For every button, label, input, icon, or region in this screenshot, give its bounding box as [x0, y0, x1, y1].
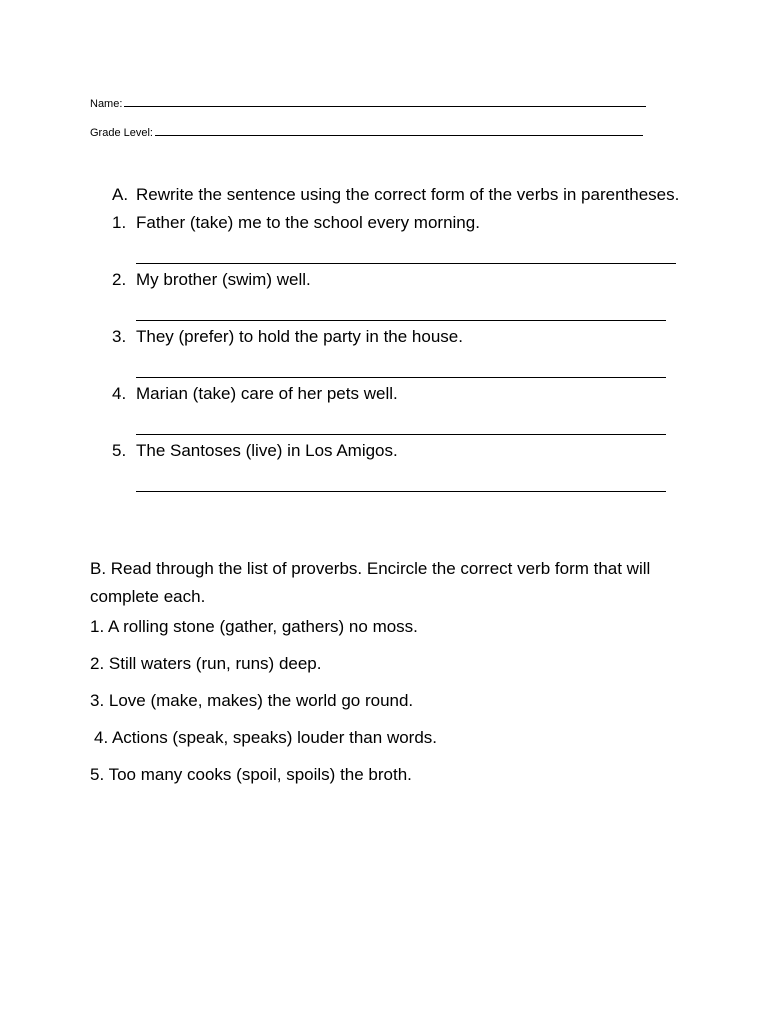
name-blank[interactable]: [124, 94, 646, 107]
section-a-marker: A.: [112, 185, 129, 204]
answer-line[interactable]: [136, 465, 666, 492]
grade-level-blank[interactable]: [155, 123, 643, 136]
item-number: 5.: [112, 441, 127, 460]
answer-line[interactable]: [136, 237, 676, 264]
list-item: [112, 266, 692, 294]
item-sentence: Marian (take) care of her pets well.: [136, 384, 398, 403]
item-sentence: The Santoses (live) in Los Amigos.: [136, 441, 398, 460]
name-field: [90, 94, 646, 110]
section-a-instruction: [112, 181, 692, 209]
section-a-instruction-text: Rewrite the sentence using the correct form of the verbs in parentheses.: [136, 185, 680, 204]
item-sentence: Father (take) me to the school every morning.: [136, 213, 480, 232]
section-a: [112, 181, 692, 494]
list-item: [112, 380, 692, 408]
list-item: [112, 323, 692, 351]
grade-level-label: Grade Level:: [90, 127, 153, 139]
proverb-item: 3. Love (make, makes) the world go round.: [90, 691, 414, 710]
answer-line[interactable]: [136, 351, 666, 378]
list-item: [112, 209, 692, 237]
proverb-item: 4. Actions (speak, speaks) louder than words.: [94, 728, 438, 747]
grade-level-field: [90, 123, 643, 139]
section-b: [90, 555, 690, 802]
item-number: 1.: [112, 213, 127, 232]
name-label: Name:: [90, 98, 123, 110]
answer-line[interactable]: [136, 294, 666, 321]
proverb-item: 1. A rolling stone (gather, gathers) no moss.: [90, 617, 418, 636]
proverb-item: 2. Still waters (run, runs) deep.: [90, 654, 322, 673]
section-b-instruction: B. Read through the list of proverbs. Encircle the correct verb form that will complete each.: [90, 559, 651, 606]
list-item: [112, 437, 692, 465]
item-number: 4.: [112, 384, 127, 403]
item-sentence: My brother (swim) well.: [136, 270, 311, 289]
item-sentence: They (prefer) to hold the party in the house.: [136, 327, 463, 346]
proverb-item: 5. Too many cooks (spoil, spoils) the broth.: [90, 765, 412, 784]
item-number: 2.: [112, 270, 127, 289]
answer-line[interactable]: [136, 408, 666, 435]
item-number: 3.: [112, 327, 127, 346]
